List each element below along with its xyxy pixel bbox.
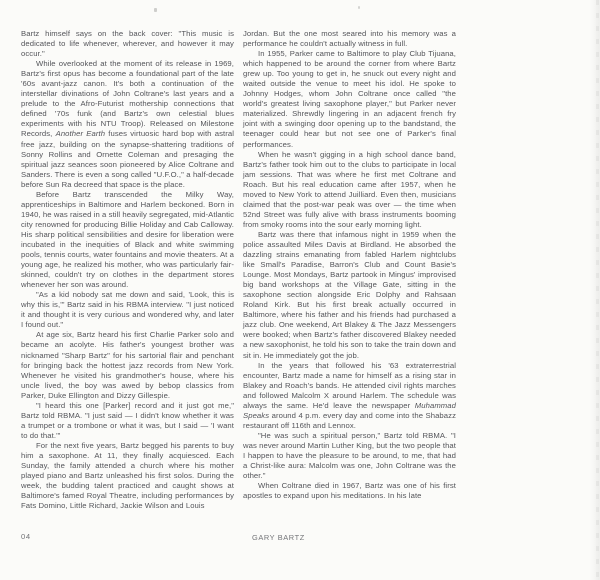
paragraph — [243, 49, 456, 149]
body-text: Before Bartz transcended the Milky Way, apprenticeships in Baltimore and Harlem beckoned. Born in 1940, he was raised in a still heavily segregated, mid-Atlantic city renowned for producing Billie Holiday and Cab Calloway. His sharp political sensibilities and desire for liberation were incubated in the inequities of Black and white swimming pools, tennis courts, water fountains and movie theaters. At a young age, he realized his mother, who was particularly fair-skinned, couldn't try on clothes in the department stores whenever her son was around. — [21, 189, 234, 290]
page-edge-shadow — [590, 0, 600, 580]
paragraph — [243, 29, 456, 49]
body-text: While overlooked at the moment of its release in 1969, Bartz's first opus has become a foundational part of the late '60s avant-jazz canon. It's both a continuation of the interstellar divinations of John Coltrane's last years and a prelude to the Afro-Futurist mothership connections that defined '70s funk (and Bartz's own celestial blues experiments with his NTU Troop). Released on Milestone Records, — [21, 59, 234, 139]
paragraph — [21, 29, 234, 59]
body-text: "As a kid nobody sat me down and said, 'Look, this is why this is,'" Bartz said in his RBMA interview. "I just noticed it and thought it is very curious and wondered why, and later I found out." — [21, 290, 234, 330]
article-column-left — [21, 29, 234, 511]
body-text: fuses virtuosic hard bop with astral free jazz, building on the synapse-shattering traditions of Sonny Rollins and Ornette Coleman and presaging the spiritual jazz seances soon pioneered by Alice Coltrane and Sanders. There is even a song called "U.F.O.," a half-decade before Sun Ra decreed that space is the place. — [21, 129, 234, 189]
body-text: Bartz himself says on the back cover: "This music is dedicated to life whenever, wherever, and however it may occur." — [21, 29, 234, 59]
scan-speck — [358, 6, 360, 9]
paragraph — [21, 401, 234, 441]
body-text: "I heard this one [Parker] record and it just got me," Bartz told RBMA. "I just said — I didn't know whether it was a trumpet or a trombone or what it was, but I said — 'I want to do that.'" — [21, 400, 234, 440]
body-text: In 1955, Parker came to Baltimore to play Club Tijuana, which happened to be around the corner from where Bartz grew up. Too young to get in, he snuck out every night and waited outside the venue to meet his idol. He spoke to Johnny Hodges, whom John Coltrane once called "the world's greatest living saxophone player," but Parker never materialized. Shrewdly lingering in an adjacent french fry joint with a swinging door opening up to the bandstand, the teenager could hear but not see one of Parker's final performances. — [243, 49, 456, 149]
italic-title-text: Another Earth — [55, 129, 106, 139]
italic-title-text: Muhammad Speaks — [243, 400, 456, 420]
article-column-right — [243, 29, 456, 511]
body-text: When he wasn't gigging in a high school dance band, Bartz's father took him out to the clubs to participate in local jam sessions. That was where he first met Coltrane and Roach. But his real education came after 1957, when he moved to New York to attend Juilliard. Even then, musicians claimed that the post-war peak was over — the time when 52nd Street was fully alive with brass instruments booming from smoky rooms into the sour early morning light. — [243, 149, 456, 229]
paragraph — [243, 481, 456, 501]
body-text: In the years that followed his '63 extraterrestrial encounter, Bartz made a name for himself as a rising star in Blakey and Roach's bands. He attended civil rights marches and followed Malcolm X around Harlem. The schedule was always the same. He'd leave the newspaper — [243, 360, 456, 410]
paragraph — [21, 290, 234, 330]
body-text: "He was such a spiritual person," Bartz told RBMA. "I was never around Martin Luther King, but the two people that I happen to have the pleasure to be around, to me, that had a Christ-like aura: Malcolm was one, John Coltrane was the other." — [243, 430, 456, 481]
paragraph — [243, 150, 456, 230]
article-body — [21, 29, 456, 511]
body-text: Bartz was there that infamous night in 1959 when the police assaulted Miles Davis at Birdland. He absorbed the dazzling strains emanating from fabled Harlem nightclubs like Small's Paradise, Barron's Club and Count Basie's Lounge. Most Mondays, Bartz partook in Mingus' improvised big band workshops at the Village Gate, sitting in the saxophone section alongside Eric Dolphy and Rahsaan Roland Kirk. But his first break actually occurred in Baltimore, where his father and his friends had purchased a jazz club. One weekend, Art Blakey & The Jazz Messengers were booked; when Bartz's father discovered Blakey needed a new saxophonist, he told his son to take the train down and sit in. He immediately got the job. — [243, 229, 457, 360]
paragraph — [243, 431, 456, 481]
running-footer-title: GARY BARTZ — [252, 533, 305, 542]
paragraph — [21, 441, 234, 511]
paragraph — [21, 330, 234, 400]
page-number: 04 — [21, 532, 31, 541]
paragraph — [21, 59, 234, 190]
body-text: At age six, Bartz heard his first Charlie Parker solo and became an acolyte. His father's youngest brother was nicknamed "Sharp Bartz" for his sartorial flair and penchant for bringing back the hottest jazz records from New York. Whenever he visited his grandmother's house, where his uncle lived, the boy was awed by bebop classics from Parker, Duke Ellington and Dizzy Gillespie. — [21, 330, 234, 400]
paragraph — [243, 361, 456, 431]
paragraph — [243, 230, 456, 361]
scan-speck — [154, 8, 157, 12]
body-text: around 4 p.m. every day and come into the Shabazz restaurant off 116th and Lennox. — [243, 410, 456, 430]
body-text: For the next five years, Bartz begged his parents to buy him a saxophone. At 11, they finally acquiesced. Each Sunday, the family attended a church where his mother played piano and Bartz unleashed his first solos. During the week, the budding talent practiced and caught shows at Baltimore's famed Royal Theatre, including performances by Fats Domino, Little Richard, Jackie Wilson and Louis — [21, 440, 234, 511]
body-text: Jordan. But the one most seared into his memory was a performance he couldn't actually witness in full. — [243, 29, 456, 49]
body-text: When Coltrane died in 1967, Bartz was one of his first apostles to expand upon his meditations. In his late — [243, 481, 456, 501]
paragraph — [21, 190, 234, 290]
